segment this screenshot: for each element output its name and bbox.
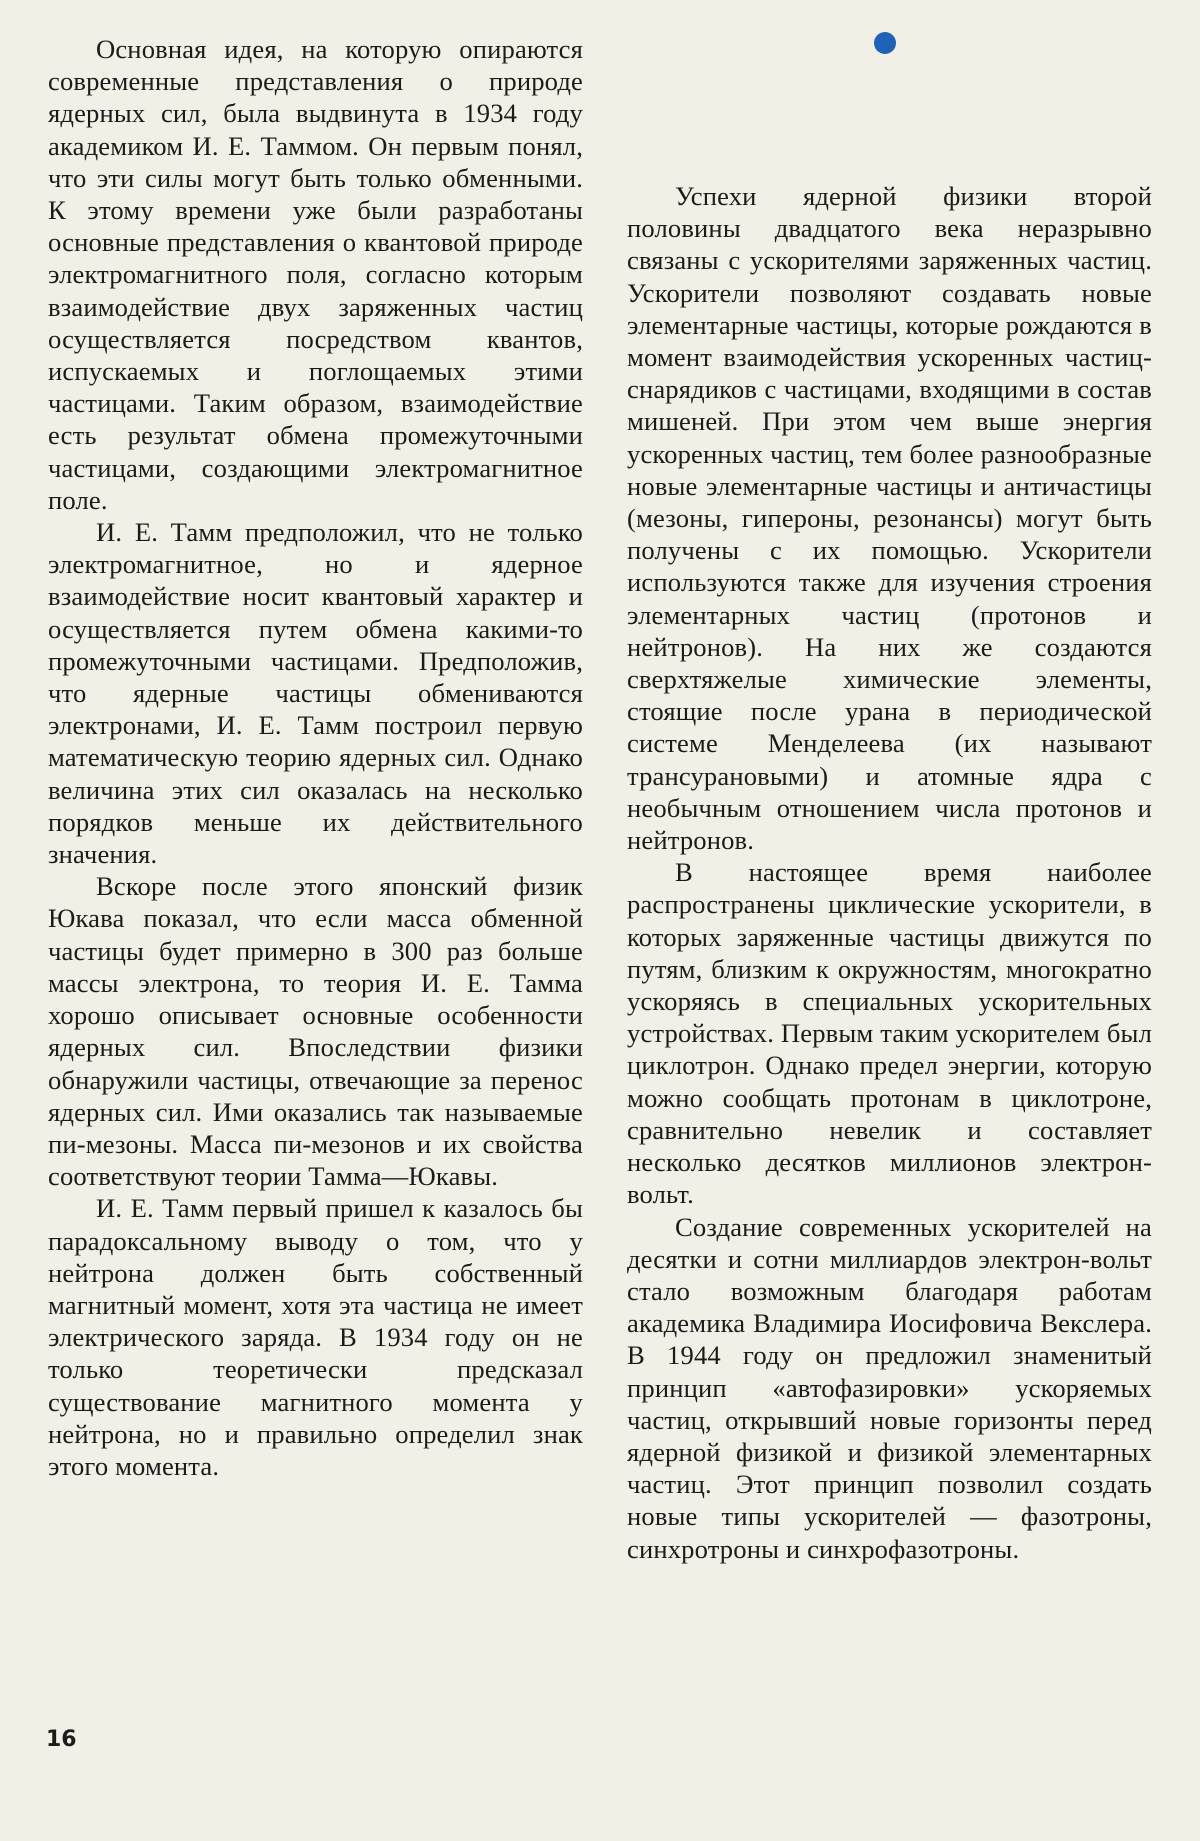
left-paragraph-3: Вскоре после этого японский физик Юкава показал, что если масса обменной частицы будет примерно в 300 раз больше массы электрона, то теория И. Е. Тамма хорошо описывает основные особенности ядерных сил. Впоследствии физики обнаружили частицы, отвечающие за перенос ядерных сил. Ими оказались так называемые пи-мезоны. Масса пи-мезонов и их свойства соответствуют теории Тамма—Юкавы. [48, 871, 583, 1192]
left-paragraph-2: И. Е. Тамм предположил, что не только электромагнитное, но и ядерное взаимодействие носит квантовый характер и осуществляется путем обмена какими-то промежуточными частицами. Предположив, что ядерные частицы обмениваются электронами, И. Е. Тамм построил первую математическую теорию ядерных сил. Однако величина этих сил оказалась на несколько порядков меньше их действительного значения. [48, 517, 583, 870]
left-paragraph-4: И. Е. Тамм первый пришел к казалось бы парадоксальному выводу о том, что у нейтрона должен быть собственный магнитный момент, хотя эта частица не имеет электрического заряда. В 1934 году он не только теоретически предсказал существование магнитного момента у нейтрона, но и правильно определил знак этого момента. [48, 1193, 583, 1481]
left-paragraph-1: Основная идея, на которую опираются современные представления о природе ядерных сил, была выдвинута в 1934 году академиком И. Е. Таммом. Он первым понял, что эти силы могут быть только обменными. К этому времени уже были разработаны основные представления о квантовой природе электромагнитного поля, согласно которым взаимодействие двух заряженных частиц осуществляется посредством квантов, испускаемых и поглощаемых этими частицами. Таким образом, взаимодействие есть результат обмена промежуточными частицами, создающими электромагнитное поле. [48, 34, 583, 515]
blue-dot-marker [874, 32, 896, 54]
right-paragraph-3: Создание современных ускорителей на десятки и сотни миллиардов электрон-вольт стало возможным благодаря работам академика Владимира Иосифовича Векслера. В 1944 году он предложил знаменитый принцип «автофазировки» ускоряемых частиц, открывший новые горизонты перед ядерной физикой и физикой элементарных частиц. Этот принцип позволил создать новые типы ускорителей — фазотроны, синхротроны и синхрофазотроны. [627, 1211, 1152, 1564]
right-column [627, 180, 1152, 1565]
right-paragraph-2: В настоящее время наиболее распространены циклические ускорители, в которых заряженные частицы движутся по путям, близким к окружностям, многократно ускоряясь в специальных ускорительных устройствах. Первым таким ускорителем был циклотрон. Однако предел энергии, которую можно сообщать протонам в циклотроне, сравнительно невелик и составляет несколько десятков миллионов электрон-вольт. [627, 857, 1152, 1210]
page-number: 16 [46, 1727, 77, 1752]
right-paragraph-1: Успехи ядерной физики второй половины двадцатого века неразрывно связаны с ускорителями заряженных частиц. Ускорители позволяют создавать новые элементарные частицы, которые рождаются в момент взаимодействия ускоренных частиц-снарядиков с частицами, входящими в состав мишеней. При этом чем выше энергия ускоренных частиц, тем более разнообразные новые элементарные частицы и античастицы (мезоны, гипероны, резонансы) могут быть получены с их помощью. Ускорители используются также для изучения строения элементарных частиц (протонов и нейтронов). На них же создаются сверхтяжелые химические элементы, стоящие после урана в периодической системе Менделеева (их называют трансурановыми) и атомные ядра с необычным отношением числа протонов и нейтронов. [627, 181, 1152, 856]
left-column [48, 33, 583, 1482]
